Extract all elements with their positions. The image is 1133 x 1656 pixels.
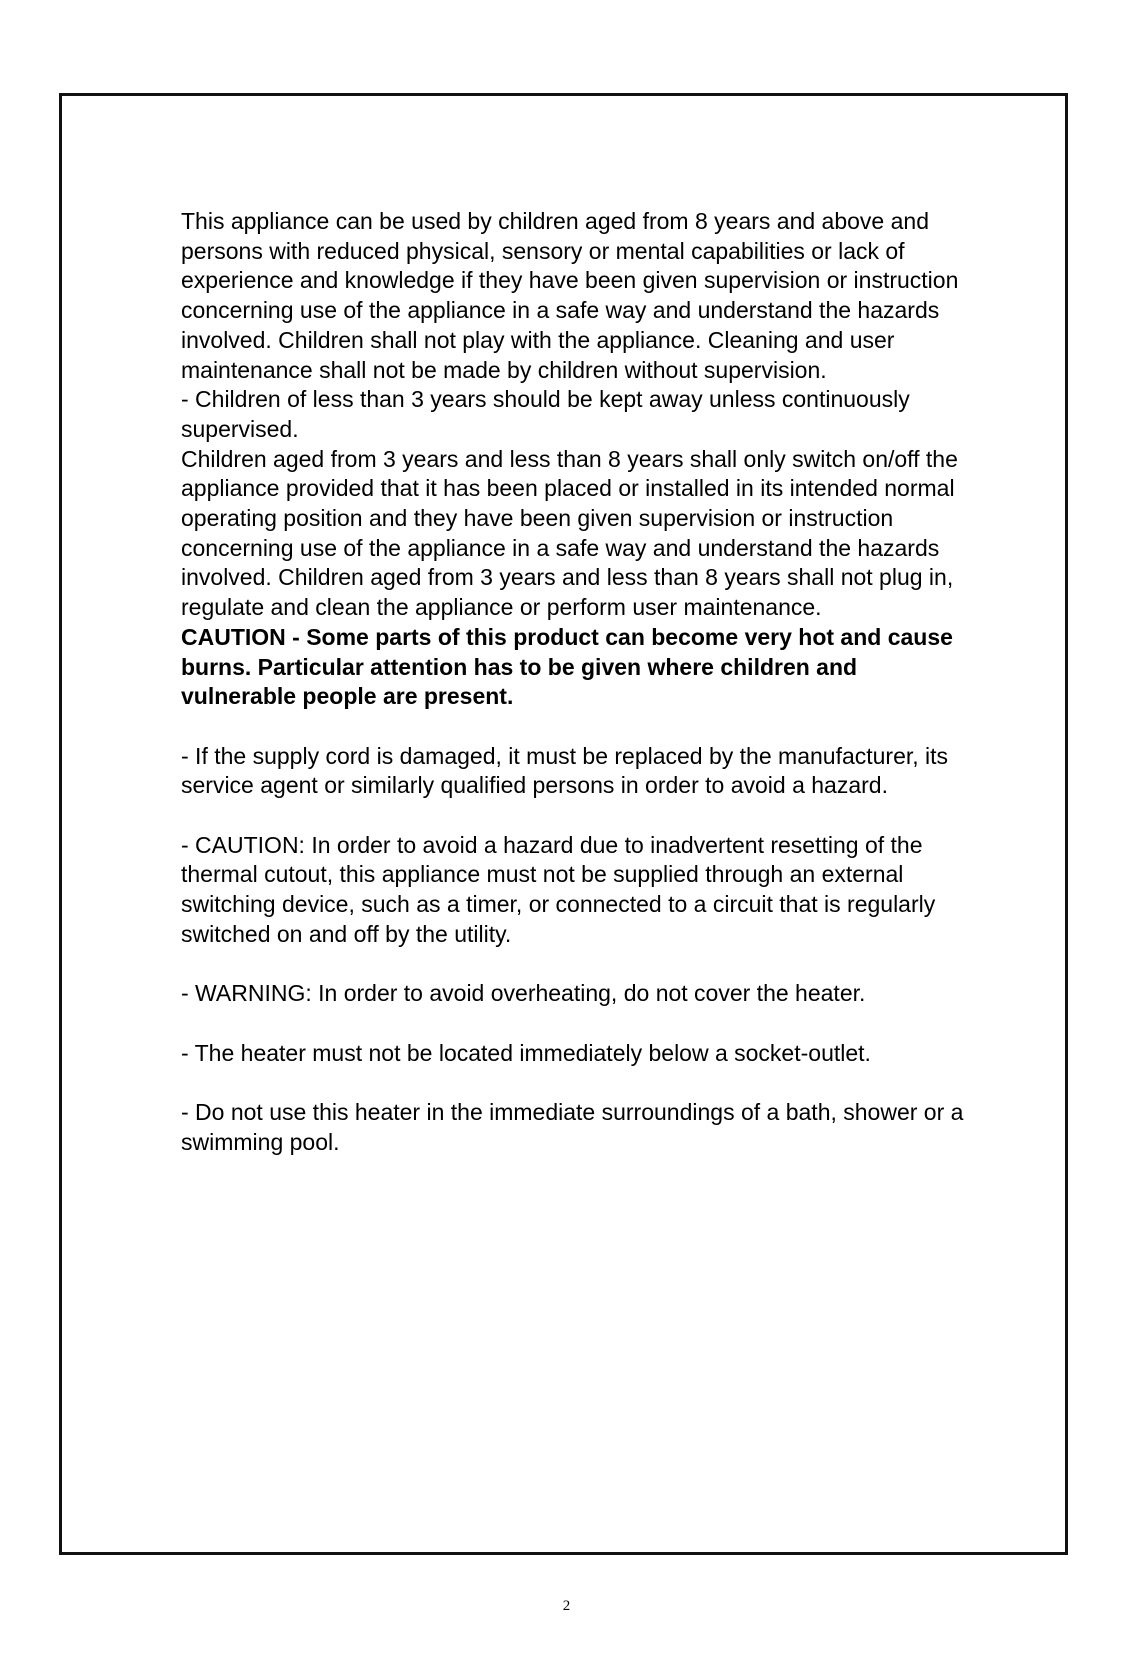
caution-hot-surfaces: CAUTION - Some parts of this product can become very hot and cause burns. Particular attention has to be given where children and vulnerable people are present.: [181, 623, 953, 710]
paragraph-supply-cord: - If the supply cord is damaged, it must be replaced by the manufacturer, its service agent or similarly qualified persons in order to avoid a hazard.: [181, 742, 949, 799]
safety-instructions-text: [181, 207, 971, 1157]
paragraph-spacer: [181, 1009, 971, 1039]
paragraph-spacer: [181, 712, 971, 742]
paragraph-bath-shower-pool: - Do not use this heater in the immediate surroundings of a bath, shower or a swimming pool.: [181, 1099, 964, 1155]
paragraph-children-usage: This appliance can be used by children aged from 8 years and above and persons with reduced physical, sensory or mental capabilities or lack of experience and knowledge if they have been given supervision or instruction concerning use of the appliance in a safe way and understand the hazards involved. Children shall not play with the appliance. Cleaning and user maintenance shall not be made by children without supervision.: [181, 208, 959, 383]
paragraph-spacer: [181, 1068, 971, 1098]
paragraph-socket-outlet: - The heater must not be located immediately below a socket-outlet.: [181, 1039, 871, 1066]
paragraph-spacer: [181, 950, 971, 980]
paragraph-under-3-supervision: - Children of less than 3 years should be kept away unless continuously supervised.: [181, 386, 910, 442]
paragraph-spacer: [181, 801, 971, 831]
paragraph-overheating-warning: - WARNING: In order to avoid overheating, do not cover the heater.: [181, 980, 866, 1007]
page-number: 2: [562, 1598, 571, 1614]
paragraph-thermal-cutout: - CAUTION: In order to avoid a hazard due to inadvertent resetting of the thermal cutout, this appliance must not be supplied through an external switching device, such as a timer, or connected to a circuit that is regularly switched on and off by the utility.: [181, 831, 936, 947]
paragraph-children-3-to-8: Children aged from 3 years and less than 8 years shall only switch on/off the appliance provided that it has been placed or installed in its intended normal operating position and they have been given supervision or instruction concerning use of the appliance in a safe way and understand the hazards involved. Children aged from 3 years and less than 8 years shall not plug in, regulate and clean the appliance or perform user maintenance.: [181, 445, 958, 621]
